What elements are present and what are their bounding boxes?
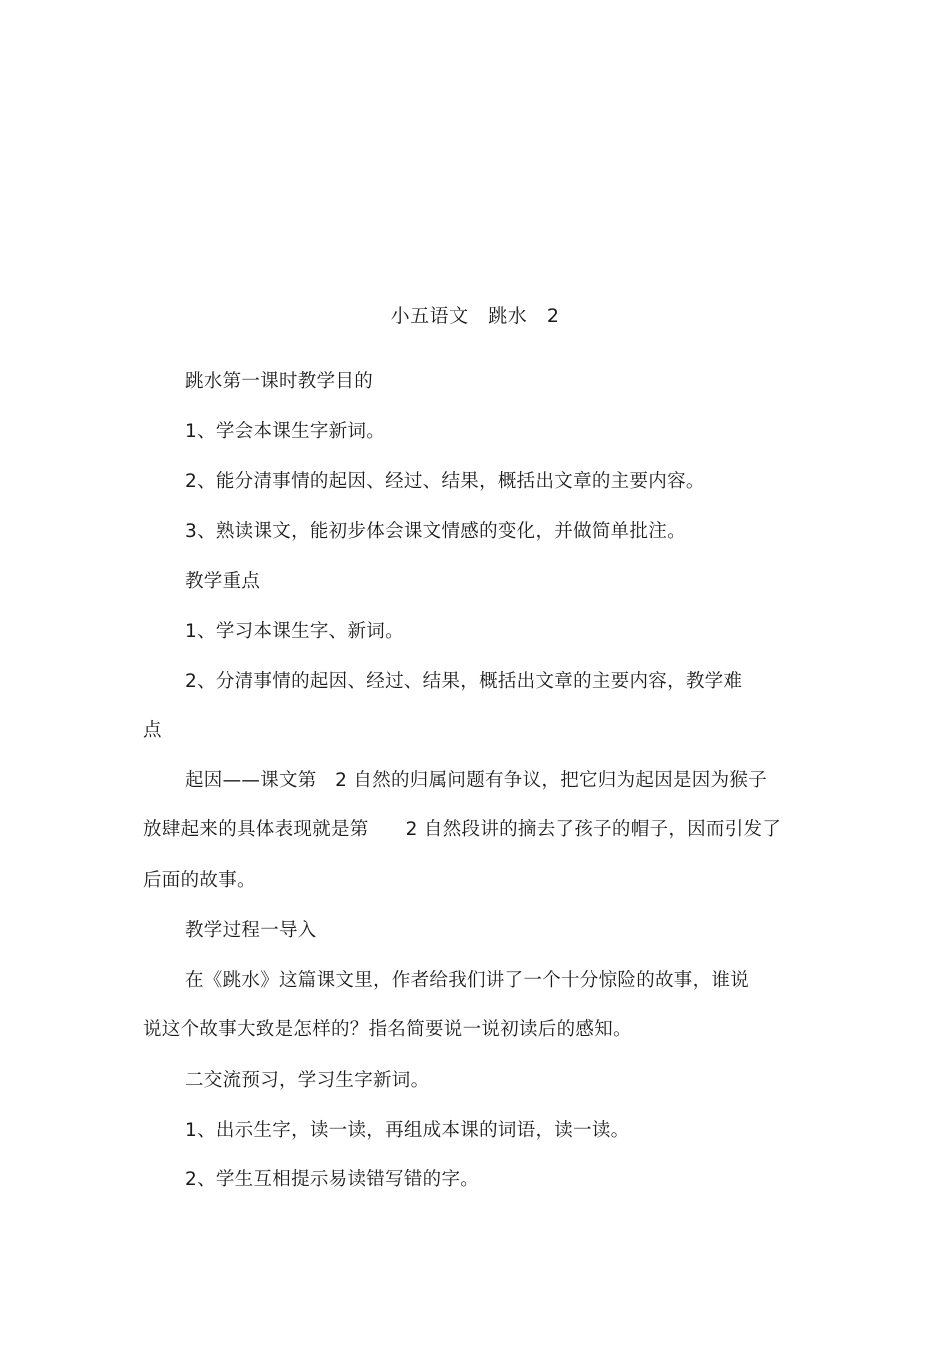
paragraph-line: 2、学生互相提示易读错写错的字。 [185, 1169, 480, 1190]
paragraph-line: 2、分清事情的起因、经过、结果，概括出文章的主要内容，教学难 [185, 671, 743, 692]
paragraph-line: 跳水第一课时教学目的 [185, 371, 374, 392]
paragraph-line: 1、学会本课生字新词。 [185, 421, 386, 442]
paragraph-line: 放肆起来的具体表现就是第 2 自然段讲的摘去了孩子的帽子，因而引发了 [143, 819, 782, 840]
paragraph-line: 说这个故事大致是怎样的？指名简要说一说初读后的感知。 [143, 1019, 632, 1040]
paragraph-line: 后面的故事。 [143, 870, 256, 891]
paragraph-line: 1、学习本课生字、新词。 [185, 621, 404, 642]
paragraph-line: 1、出示生字，读一读，再组成本课的词语，读一读。 [185, 1120, 630, 1141]
paragraph-line: 2、能分清事情的起因、经过、结果，概括出文章的主要内容。 [185, 471, 705, 492]
paragraph-line: 在《跳水》这篇课文里，作者给我们讲了一个十分惊险的故事，谁说 [185, 970, 750, 991]
paragraph-line: 二交流预习，学习生字新词。 [185, 1070, 430, 1091]
section-heading: 教学过程一导入 [185, 920, 317, 941]
document-title: 小五语文 跳水 2 [390, 305, 560, 327]
paragraph-line: 点 [143, 720, 162, 741]
section-heading: 教学重点 [185, 571, 261, 592]
paragraph-line: 起因——课文第 2 自然的归属问题有争议，把它归为起因是因为猴子 [185, 770, 767, 791]
paragraph-line: 3、熟读课文，能初步体会课文情感的变化，并做简单批注。 [185, 521, 686, 542]
